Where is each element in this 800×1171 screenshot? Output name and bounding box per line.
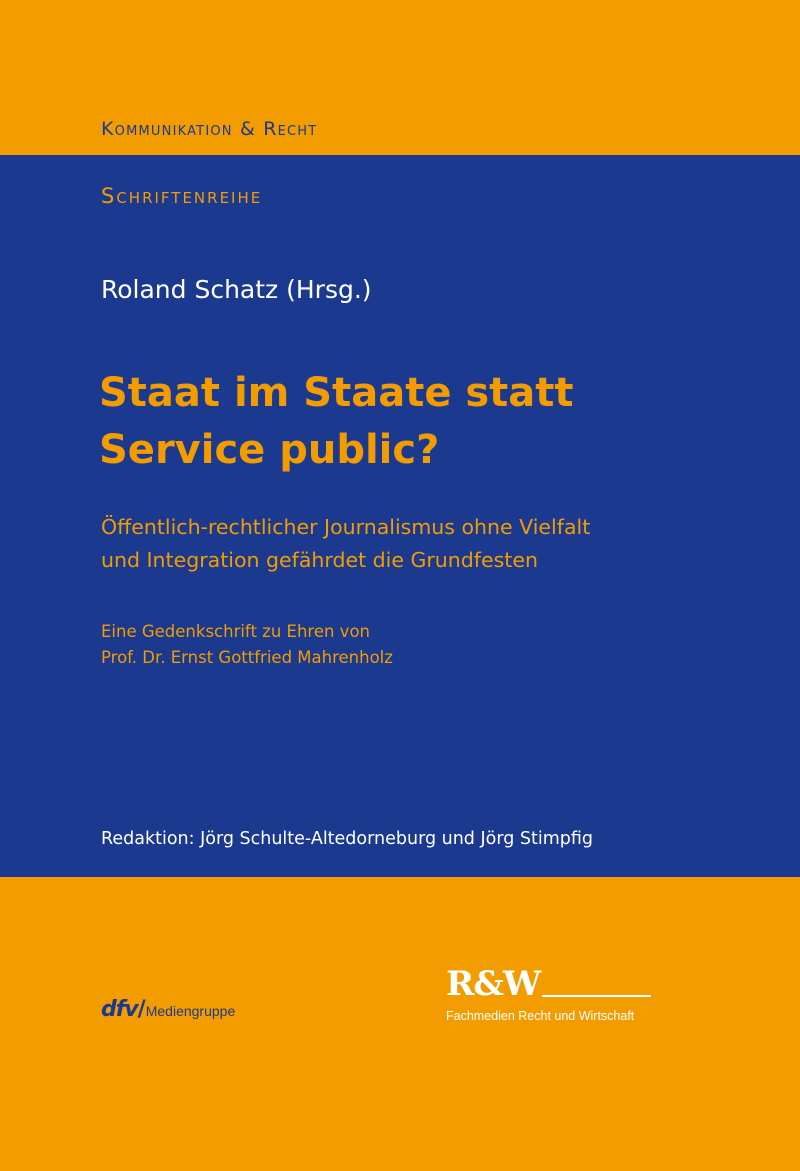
publisher-band [0,877,800,1171]
dfv-logo [101,997,235,1022]
book-subtitle-line-2: und Integration gefährdet die Grundfesten [101,548,538,572]
rw-logo [446,965,656,1023]
series-title: Kommunikation & Recht [101,118,318,140]
dedication [101,619,393,671]
redaktion-credit: Redaktion: Jörg Schulte-Altedorneburg und Jörg Stimpfig [101,829,594,849]
dfv-logo-text: Mediengruppe [145,1003,236,1019]
book-subtitle [101,511,590,577]
dedication-line-2: Prof. Dr. Ernst Gottfried Mahrenholz [101,648,393,667]
book-title-line-2: Service public? [99,427,440,473]
book-title-line-1: Staat im Staate statt [99,370,574,416]
dfv-logo-mark: dfv / [101,997,145,1022]
subseries-label: Schriftenreihe [101,184,263,208]
dedication-line-1: Eine Gedenkschrift zu Ehren von [101,622,371,641]
rw-logo-rule [542,995,651,997]
editor-name: Roland Schatz (Hrsg.) [101,275,372,304]
rw-logo-text: Fachmedien Recht und Wirtschaft [446,1009,635,1023]
rw-logo-mark: R&W [446,964,541,1004]
book-subtitle-line-1: Öffentlich-rechtlicher Journalismus ohne Vielfalt [101,515,591,539]
book-title [99,365,574,479]
title-panel [0,155,800,877]
top-band [0,0,800,155]
